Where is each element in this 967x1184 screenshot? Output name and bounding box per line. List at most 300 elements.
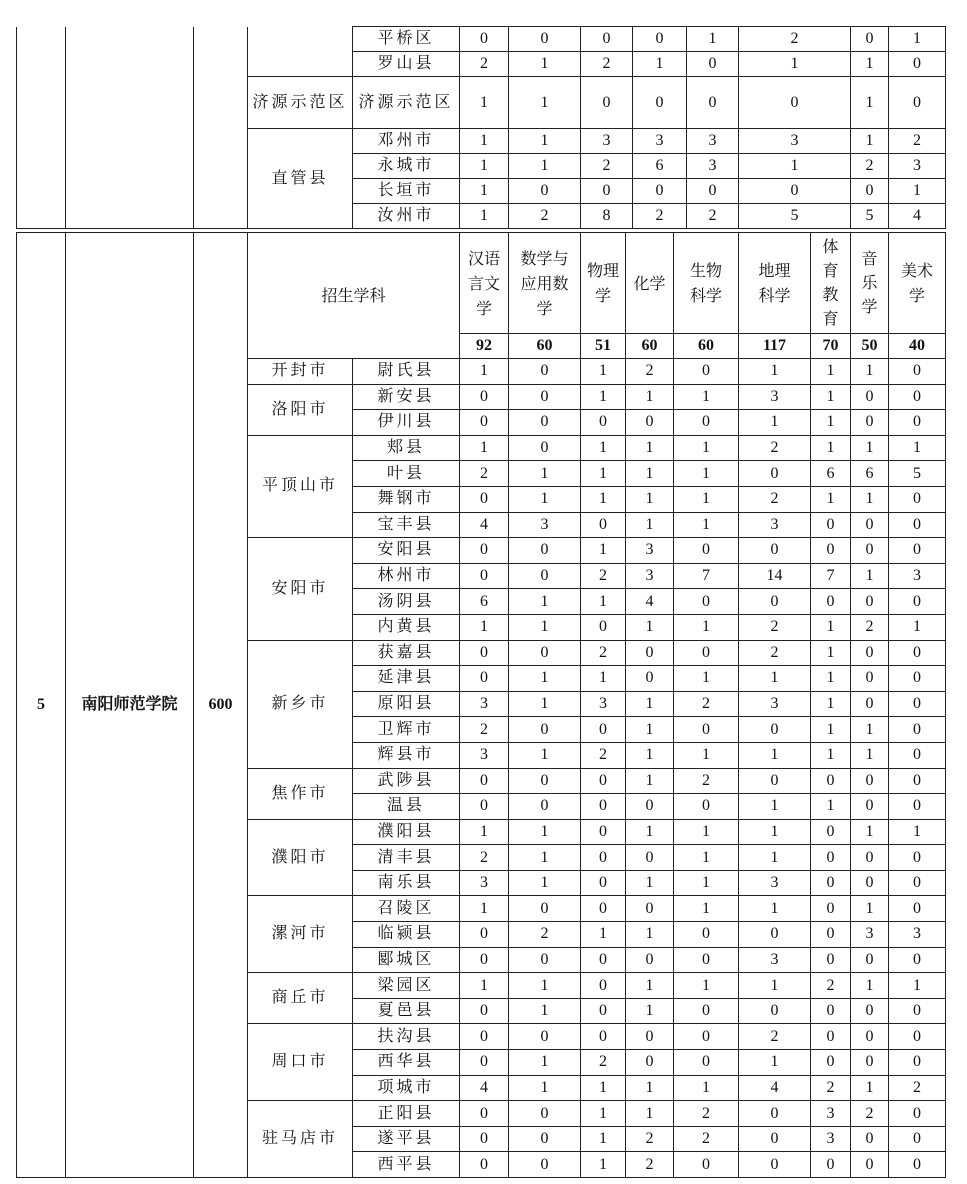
subject-header	[811, 233, 851, 334]
city-cell	[248, 27, 353, 77]
value-cell: 1	[851, 77, 889, 129]
value-cell: 0	[674, 1152, 739, 1178]
value-cell: 4	[889, 204, 946, 229]
value-cell: 2	[811, 1075, 851, 1101]
value-cell: 1	[509, 614, 581, 640]
value-cell: 0	[811, 589, 851, 615]
value-cell: 0	[851, 512, 889, 538]
value-cell: 0	[811, 922, 851, 948]
value-cell: 1	[509, 129, 581, 154]
value-cell: 1	[626, 717, 674, 743]
value-cell: 1	[460, 435, 509, 461]
county-cell: 长垣市	[353, 179, 460, 204]
value-cell: 1	[460, 973, 509, 999]
value-cell: 0	[460, 922, 509, 948]
value-cell: 1	[581, 359, 626, 385]
value-cell: 1	[739, 742, 811, 768]
value-cell: 6	[460, 589, 509, 615]
value-cell: 3	[633, 129, 687, 154]
value-cell: 2	[674, 691, 739, 717]
value-cell: 1	[581, 589, 626, 615]
value-cell: 0	[851, 179, 889, 204]
city-cell: 新乡市	[248, 640, 353, 768]
value-cell: 0	[889, 359, 946, 385]
value-cell: 1	[674, 896, 739, 922]
value-cell: 0	[509, 1152, 581, 1178]
subject-header	[581, 233, 626, 334]
county-cell: 郾城区	[353, 947, 460, 973]
subject-total: 117	[739, 334, 811, 359]
value-cell: 0	[889, 742, 946, 768]
value-cell: 1	[626, 512, 674, 538]
school-name: 南阳师范学院	[66, 233, 194, 1178]
value-cell: 3	[739, 129, 851, 154]
value-cell: 0	[889, 52, 946, 77]
value-cell: 0	[674, 922, 739, 948]
value-cell: 1	[460, 204, 509, 229]
value-cell: 0	[460, 410, 509, 436]
value-cell: 0	[811, 819, 851, 845]
value-cell: 0	[581, 77, 633, 129]
value-cell: 0	[889, 870, 946, 896]
value-cell: 2	[739, 1024, 811, 1050]
value-cell: 0	[509, 1101, 581, 1127]
county-cell: 汝州市	[353, 204, 460, 229]
value-cell: 1	[739, 819, 811, 845]
value-cell: 1	[626, 998, 674, 1024]
value-cell: 1	[581, 435, 626, 461]
value-cell: 0	[509, 27, 581, 52]
value-cell: 0	[811, 998, 851, 1024]
county-cell: 濮阳县	[353, 819, 460, 845]
value-cell: 3	[739, 870, 811, 896]
value-cell: 0	[626, 640, 674, 666]
county-cell: 遂平县	[353, 1126, 460, 1152]
value-cell: 2	[889, 1075, 946, 1101]
value-cell: 0	[460, 998, 509, 1024]
value-cell: 0	[626, 1050, 674, 1076]
value-cell: 0	[674, 794, 739, 820]
city-cell: 平顶山市	[248, 435, 353, 537]
value-cell: 1	[674, 384, 739, 410]
value-cell: 5	[889, 461, 946, 487]
value-cell: 1	[739, 896, 811, 922]
value-cell: 0	[851, 1050, 889, 1076]
value-cell: 1	[626, 1075, 674, 1101]
value-cell: 2	[581, 742, 626, 768]
value-cell: 4	[626, 589, 674, 615]
subject-total: 51	[581, 334, 626, 359]
value-cell: 2	[687, 204, 739, 229]
value-cell: 1	[626, 614, 674, 640]
value-cell: 0	[851, 1024, 889, 1050]
value-cell: 3	[509, 512, 581, 538]
value-cell: 2	[674, 1126, 739, 1152]
value-cell: 0	[460, 1126, 509, 1152]
value-cell: 2	[581, 154, 633, 179]
value-cell: 1	[509, 666, 581, 692]
value-cell: 1	[626, 819, 674, 845]
value-cell: 1	[889, 179, 946, 204]
value-cell: 0	[633, 27, 687, 52]
value-cell: 0	[674, 717, 739, 743]
value-cell: 0	[674, 998, 739, 1024]
value-cell: 1	[460, 359, 509, 385]
value-cell: 1	[851, 129, 889, 154]
subject-total: 70	[811, 334, 851, 359]
subject-header	[889, 233, 946, 334]
value-cell: 0	[626, 896, 674, 922]
value-cell: 0	[460, 1152, 509, 1178]
value-cell: 0	[889, 486, 946, 512]
value-cell: 1	[509, 1050, 581, 1076]
value-cell: 5	[851, 204, 889, 229]
county-cell: 召陵区	[353, 896, 460, 922]
table-row	[17, 27, 946, 52]
school-table	[16, 232, 946, 1178]
value-cell: 0	[509, 384, 581, 410]
value-cell: 6	[633, 154, 687, 179]
county-cell: 梁园区	[353, 973, 460, 999]
value-cell: 0	[460, 947, 509, 973]
value-cell: 0	[460, 1101, 509, 1127]
value-cell: 1	[851, 819, 889, 845]
value-cell: 3	[581, 129, 633, 154]
value-cell: 6	[851, 461, 889, 487]
county-cell: 叶县	[353, 461, 460, 487]
value-cell: 0	[626, 1024, 674, 1050]
value-cell: 0	[889, 1101, 946, 1127]
county-cell: 南乐县	[353, 870, 460, 896]
value-cell: 0	[889, 1152, 946, 1178]
value-cell: 0	[851, 589, 889, 615]
value-cell: 2	[811, 973, 851, 999]
value-cell: 0	[687, 52, 739, 77]
value-cell: 0	[581, 973, 626, 999]
value-cell: 2	[581, 52, 633, 77]
value-cell: 1	[509, 77, 581, 129]
value-cell: 0	[460, 640, 509, 666]
value-cell: 1	[811, 486, 851, 512]
county-cell: 伊川县	[353, 410, 460, 436]
value-cell: 2	[626, 1126, 674, 1152]
value-cell: 1	[626, 870, 674, 896]
value-cell: 2	[851, 154, 889, 179]
value-cell: 0	[739, 538, 811, 564]
value-cell: 0	[509, 435, 581, 461]
subject-name: 化学	[633, 273, 666, 293]
county-cell: 西平县	[353, 1152, 460, 1178]
value-cell: 0	[581, 896, 626, 922]
value-cell: 1	[739, 52, 851, 77]
value-cell: 0	[811, 870, 851, 896]
value-cell: 0	[889, 640, 946, 666]
value-cell: 1	[674, 461, 739, 487]
value-cell: 2	[851, 1101, 889, 1127]
value-cell: 0	[851, 870, 889, 896]
value-cell: 0	[581, 27, 633, 52]
value-cell: 0	[851, 27, 889, 52]
value-cell: 3	[460, 742, 509, 768]
value-cell: 1	[674, 845, 739, 871]
value-cell: 2	[460, 845, 509, 871]
value-cell: 0	[739, 589, 811, 615]
value-cell: 0	[811, 1024, 851, 1050]
value-cell: 2	[739, 614, 811, 640]
value-cell: 1	[460, 129, 509, 154]
value-cell: 0	[889, 794, 946, 820]
value-cell: 1	[687, 27, 739, 52]
value-cell: 0	[626, 845, 674, 871]
value-cell: 0	[889, 589, 946, 615]
value-cell: 0	[581, 794, 626, 820]
value-cell: 0	[581, 410, 626, 436]
value-cell: 0	[460, 1024, 509, 1050]
value-cell: 1	[509, 973, 581, 999]
subject-total: 40	[889, 334, 946, 359]
value-cell: 0	[851, 691, 889, 717]
value-cell: 2	[460, 461, 509, 487]
value-cell: 0	[889, 998, 946, 1024]
value-cell: 1	[509, 486, 581, 512]
value-cell: 1	[460, 154, 509, 179]
value-cell: 2	[509, 204, 581, 229]
value-cell: 1	[739, 845, 811, 871]
value-cell: 1	[509, 589, 581, 615]
value-cell: 0	[460, 768, 509, 794]
value-cell: 0	[674, 947, 739, 973]
value-cell: 2	[460, 717, 509, 743]
value-cell: 1	[674, 870, 739, 896]
value-cell: 1	[851, 486, 889, 512]
value-cell: 0	[674, 1024, 739, 1050]
value-cell: 7	[811, 563, 851, 589]
value-cell: 0	[687, 179, 739, 204]
county-cell: 清丰县	[353, 845, 460, 871]
value-cell: 0	[626, 410, 674, 436]
value-cell: 2	[581, 640, 626, 666]
value-cell: 2	[509, 922, 581, 948]
value-cell: 0	[460, 384, 509, 410]
subject-total: 60	[674, 334, 739, 359]
value-cell: 1	[811, 717, 851, 743]
value-cell: 1	[739, 794, 811, 820]
value-cell: 0	[674, 410, 739, 436]
value-cell: 2	[581, 563, 626, 589]
subject-header	[851, 233, 889, 334]
value-cell: 0	[739, 461, 811, 487]
value-cell: 1	[851, 742, 889, 768]
value-cell: 3	[687, 129, 739, 154]
value-cell: 0	[626, 794, 674, 820]
value-cell: 4	[739, 1075, 811, 1101]
value-cell: 0	[851, 947, 889, 973]
value-cell: 1	[889, 614, 946, 640]
value-cell: 1	[851, 359, 889, 385]
value-cell: 1	[889, 819, 946, 845]
city-cell: 济源示范区	[248, 77, 353, 129]
value-cell: 2	[626, 1152, 674, 1178]
county-cell: 新安县	[353, 384, 460, 410]
value-cell: 2	[581, 1050, 626, 1076]
county-cell: 扶沟县	[353, 1024, 460, 1050]
value-cell: 0	[739, 1126, 811, 1152]
value-cell: 0	[851, 794, 889, 820]
value-cell: 0	[851, 384, 889, 410]
value-cell: 1	[674, 742, 739, 768]
value-cell: 1	[851, 896, 889, 922]
value-cell: 0	[509, 359, 581, 385]
value-cell: 1	[811, 614, 851, 640]
value-cell: 3	[460, 870, 509, 896]
county-cell: 邓州市	[353, 129, 460, 154]
value-cell: 0	[851, 1152, 889, 1178]
value-cell: 0	[889, 666, 946, 692]
value-cell: 0	[739, 77, 851, 129]
value-cell: 2	[739, 640, 811, 666]
value-cell: 0	[581, 947, 626, 973]
value-cell: 7	[674, 563, 739, 589]
value-cell: 0	[811, 768, 851, 794]
value-cell: 0	[626, 666, 674, 692]
value-cell: 1	[739, 359, 811, 385]
value-cell: 1	[581, 1101, 626, 1127]
value-cell: 1	[811, 666, 851, 692]
value-cell: 0	[739, 1152, 811, 1178]
value-cell: 0	[509, 563, 581, 589]
value-cell: 0	[889, 1050, 946, 1076]
value-cell: 1	[509, 461, 581, 487]
value-cell: 3	[889, 563, 946, 589]
county-cell: 项城市	[353, 1075, 460, 1101]
subject-name: 音乐学	[861, 249, 878, 316]
value-cell: 0	[851, 845, 889, 871]
value-cell: 0	[509, 538, 581, 564]
value-cell: 1	[626, 922, 674, 948]
value-cell: 1	[509, 1075, 581, 1101]
value-cell: 1	[460, 77, 509, 129]
value-cell: 1	[581, 1152, 626, 1178]
school-quota: 600	[194, 233, 248, 1178]
value-cell: 0	[509, 1024, 581, 1050]
value-cell: 0	[509, 794, 581, 820]
value-cell: 1	[851, 435, 889, 461]
value-cell: 0	[851, 410, 889, 436]
value-cell: 3	[851, 922, 889, 948]
value-cell: 1	[581, 486, 626, 512]
value-cell: 1	[674, 614, 739, 640]
value-cell: 0	[674, 1050, 739, 1076]
value-cell: 1	[811, 435, 851, 461]
county-cell: 西华县	[353, 1050, 460, 1076]
value-cell: 1	[851, 1075, 889, 1101]
value-cell: 1	[674, 973, 739, 999]
value-cell: 1	[626, 768, 674, 794]
value-cell: 1	[626, 435, 674, 461]
county-cell: 温县	[353, 794, 460, 820]
value-cell: 0	[674, 359, 739, 385]
value-cell: 0	[851, 1126, 889, 1152]
value-cell: 0	[509, 640, 581, 666]
value-cell: 1	[811, 794, 851, 820]
value-cell: 5	[739, 204, 851, 229]
value-cell: 0	[581, 768, 626, 794]
subject-header	[674, 233, 739, 334]
value-cell: 1	[674, 486, 739, 512]
value-cell: 0	[889, 1126, 946, 1152]
value-cell: 3	[581, 691, 626, 717]
city-cell: 洛阳市	[248, 384, 353, 435]
county-cell: 辉县市	[353, 742, 460, 768]
county-cell: 尉氏县	[353, 359, 460, 385]
value-cell: 1	[460, 896, 509, 922]
value-cell: 0	[889, 1024, 946, 1050]
value-cell: 1	[626, 691, 674, 717]
value-cell: 3	[739, 384, 811, 410]
value-cell: 1	[811, 410, 851, 436]
value-cell: 1	[581, 384, 626, 410]
value-cell: 0	[739, 179, 851, 204]
value-cell: 0	[460, 538, 509, 564]
value-cell: 2	[851, 614, 889, 640]
value-cell: 1	[509, 691, 581, 717]
value-cell: 3	[739, 947, 811, 973]
value-cell: 0	[460, 794, 509, 820]
value-cell: 0	[889, 845, 946, 871]
value-cell: 1	[626, 973, 674, 999]
city-cell: 驻马店市	[248, 1101, 353, 1178]
value-cell: 1	[811, 359, 851, 385]
value-cell: 3	[626, 563, 674, 589]
city-cell: 周口市	[248, 1024, 353, 1101]
quota-cell	[194, 27, 248, 229]
subject-header	[739, 233, 811, 334]
value-cell: 3	[460, 691, 509, 717]
value-cell: 0	[739, 717, 811, 743]
subject-header-row	[17, 233, 946, 334]
subject-header	[460, 233, 509, 334]
value-cell: 3	[739, 691, 811, 717]
value-cell: 1	[811, 691, 851, 717]
value-cell: 1	[460, 614, 509, 640]
value-cell: 1	[509, 870, 581, 896]
value-cell: 1	[811, 742, 851, 768]
value-cell: 1	[460, 179, 509, 204]
value-cell: 0	[674, 589, 739, 615]
value-cell: 3	[626, 538, 674, 564]
county-cell: 延津县	[353, 666, 460, 692]
school-index: 5	[17, 233, 66, 1178]
value-cell: 1	[739, 666, 811, 692]
value-cell: 1	[626, 742, 674, 768]
value-cell: 0	[581, 870, 626, 896]
value-cell: 3	[687, 154, 739, 179]
value-cell: 2	[626, 359, 674, 385]
value-cell: 1	[739, 154, 851, 179]
value-cell: 0	[509, 717, 581, 743]
value-cell: 0	[811, 947, 851, 973]
subject-name: 体育教育	[822, 237, 839, 328]
subject-total: 50	[851, 334, 889, 359]
subject-total: 92	[460, 334, 509, 359]
value-cell: 1	[581, 1075, 626, 1101]
value-cell: 1	[509, 52, 581, 77]
value-cell: 1	[811, 640, 851, 666]
value-cell: 0	[739, 768, 811, 794]
value-cell: 0	[889, 512, 946, 538]
value-cell: 14	[739, 563, 811, 589]
city-cell: 商丘市	[248, 973, 353, 1024]
